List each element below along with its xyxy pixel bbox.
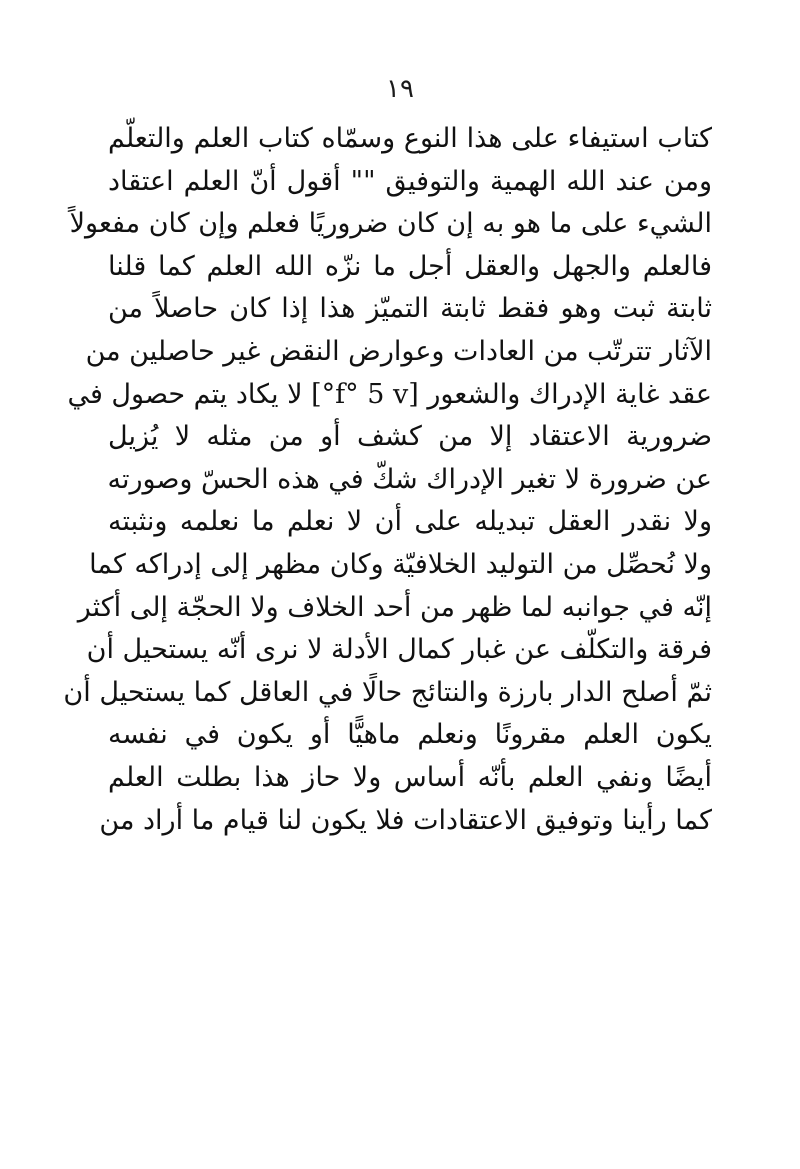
text-line: فرقة والتكلّف عن غبار كمال الأدلة لا نرى أنّه يستحيل أن: [86, 634, 712, 666]
text-line: الشيء على ما هو به إن كان ضروريًا فعلم وإن كان مفعولاً: [69, 208, 712, 240]
text-line: كما رأينا وتوفيق الاعتقادات فلا يكون لنا قيام ما أراد من: [99, 804, 712, 836]
text-line: عن ضرورة لا تغير الإدراك شكّ في هذه الحسّ وصورته: [107, 463, 712, 495]
text-line: يكون العلم مقرونًا ونعلم ماهيًّا أو يكون في نفسه: [108, 719, 712, 751]
text-line: ولا نقدر العقل تبديله على أن لا نعلم ما نعلمه ونثبته: [108, 506, 712, 538]
text-line: ومن عند الله الهمية والتوفيق "" أقول أنّ العلم اعتقاد: [108, 165, 712, 197]
text-line: عقد غاية الإدراك والشعور [f° 5 v°] لا يكاد يتم حصول في: [67, 378, 712, 410]
text-body: [63, 118, 712, 842]
text-line: الآثار تترتّب من العادات وعوارض النقض غير حاصلين من: [85, 335, 712, 367]
text-line: ضرورية الاعتقاد إلا من كشف أو من مثله لا يُزيل: [108, 421, 712, 453]
text-line: ثابتة ثبت وهو فقط ثابتة التميّز هذا إذا كان حاصلاً من: [108, 293, 712, 325]
page-number: ١٩: [386, 74, 414, 104]
text-line: إنّه في جوانبه لما ظهر من أحد الخلاف ولا الحجّة إلى أكثر: [77, 591, 712, 623]
text-line: كتاب استيفاء على هذا النوع وسمّاه كتاب العلم والتعلّم: [108, 123, 712, 154]
text-line: أيضًا ونفي العلم بأنّه أساس ولا حاز هذا بطلت العلم: [108, 761, 712, 793]
text-line: فالعلم والجهل والعقل أجل ما نزّه الله العلم كما قلنا: [108, 250, 712, 282]
text-line: ثمّ أصلح الدار بارزة والنتائج حالًا في العاقل كما يستحيل أن: [63, 676, 712, 708]
text-line: ولا نُحصِّل من التوليد الخلافيّة وكان مظهر إلى إدراكه كما: [89, 548, 712, 580]
